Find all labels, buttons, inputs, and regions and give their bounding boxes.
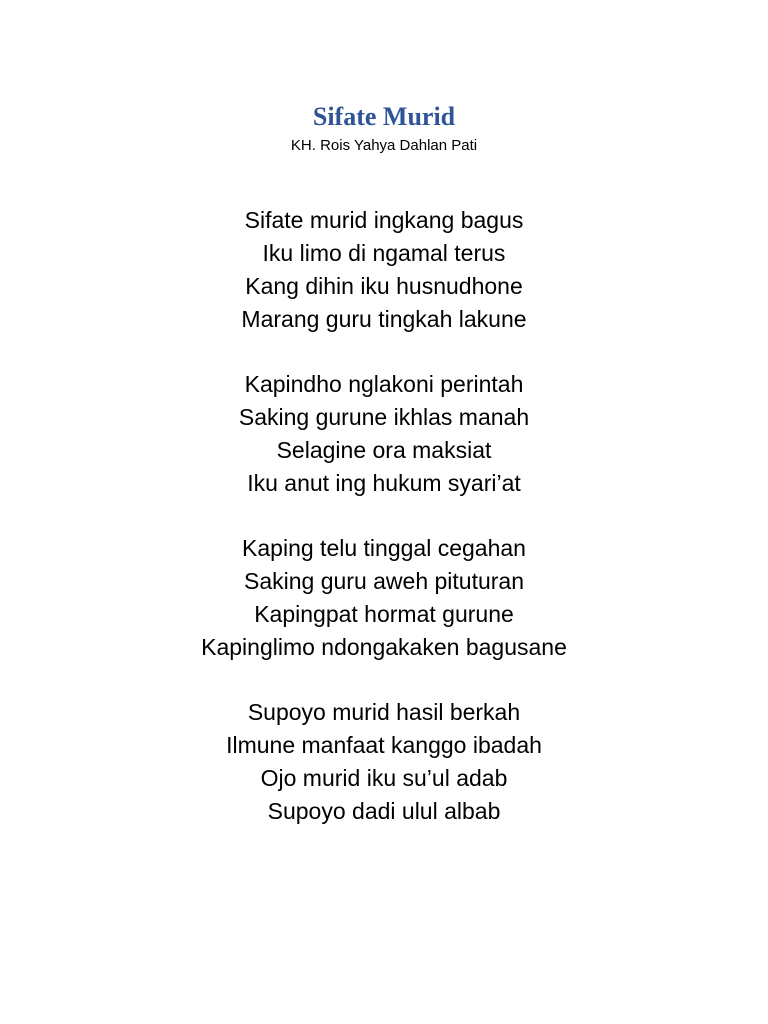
- poem-line: Marang guru tingkah lakune: [241, 306, 527, 332]
- poem-line: Ilmune manfaat kanggo ibadah: [226, 732, 542, 758]
- poem-line: Supoyo dadi ulul albab: [267, 798, 501, 824]
- poem-line: Iku anut ing hukum syari’at: [247, 470, 521, 496]
- poem-line: Saking guru aweh pituturan: [243, 568, 525, 594]
- stanza: [0, 696, 768, 828]
- stanza: [0, 368, 768, 500]
- stanza: [0, 204, 768, 336]
- poem-title: Sifate Murid: [312, 102, 456, 131]
- poem-author: KH. Rois Yahya Dahlan Pati: [290, 137, 478, 154]
- poem-line: Kaping telu tinggal cegahan: [242, 535, 526, 561]
- poem-line: Ojo murid iku su’ul adab: [260, 765, 508, 791]
- poem-line: Supoyo murid hasil berkah: [247, 699, 521, 725]
- poem-line: Saking gurune ikhlas manah: [238, 404, 530, 430]
- poem-body: [0, 204, 768, 860]
- poem-line: Kang dihin iku husnudhone: [245, 273, 523, 299]
- poem-line: Kapingpat hormat gurune: [254, 601, 514, 627]
- poem-line: Sifate murid ingkang bagus: [244, 207, 524, 233]
- poem-line: Kapinglimo ndongakaken bagusane: [201, 634, 567, 660]
- stanza: [0, 532, 768, 664]
- poem-line: Iku limo di ngamal terus: [262, 240, 506, 266]
- poem-line: Selagine ora maksiat: [276, 437, 492, 463]
- poem-line: Kapindho nglakoni perintah: [244, 371, 524, 397]
